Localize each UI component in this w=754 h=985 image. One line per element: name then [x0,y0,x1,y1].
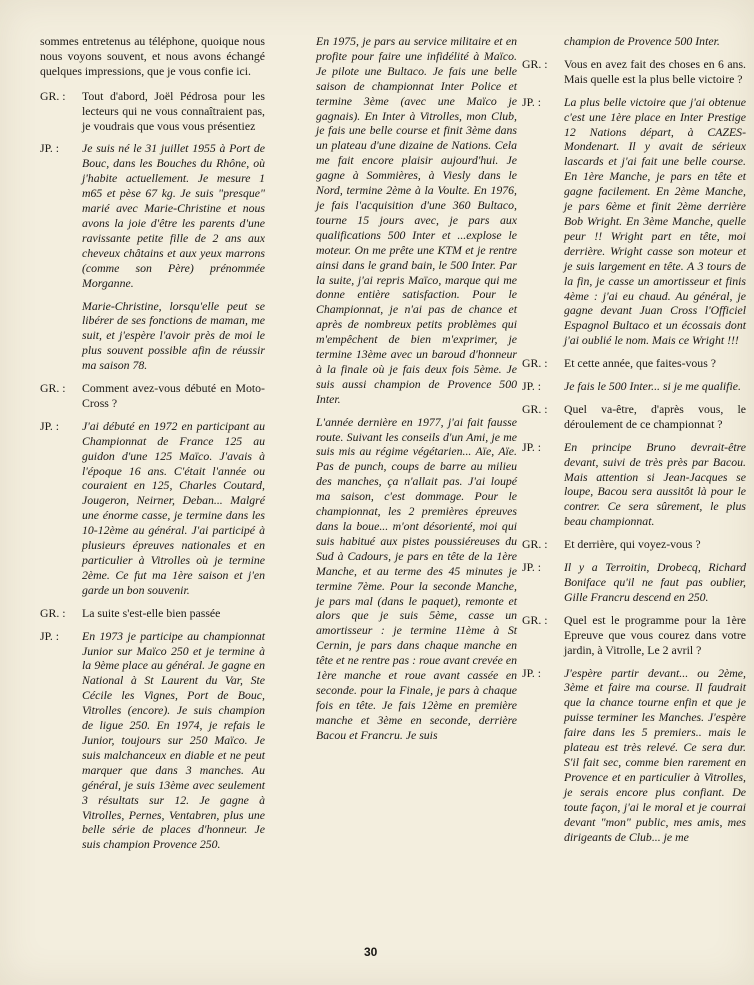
question-text: Quel est le programme pour la 1ère Epreuve que vous courez dans votre jardin, à Vitrolle, Le 2 avril ? [564,612,746,657]
speaker-label: GR. : [522,401,548,416]
question-text: Quel va-être, d'après vous, le déroulement de ce championnat ? [564,401,746,431]
question-text: Comment avez-vous débuté en Moto-Cross ? [82,381,265,410]
qa-item [522,379,746,394]
speaker-label: GR. : [522,612,548,627]
speaker-label: GR. : [40,605,66,620]
answer-text: La plus belle victoire que j'ai obtenue c'est une 1ère place en Inter Prestige 12 Nations départ, à CAZES-Mondenart. Il y avait de sérieux lascards et j'ai fait une belle course. En 1ère Manche, je pars en tête et gagne facilement. En 2ème Manche, je pars 6ème et finit 2ème derrière Bob Wright. En 3ème Manche, quelle peur !! Wright part en tête, moi derrière. Wright casse son moteur et je suis largement en tête. A 3 tours de la fin, je casse un amortisseur et finis 4ème : j'ai eu chaud. Au général, je gagne devant Juan Cross l'Officiel Espagnol Bultaco et un écossais dont j'ai oublié le nom. Mais ce Wright !!! [564,94,746,348]
qa-item [40,381,265,411]
column-right [522,34,746,852]
question-text: La suite s'est-elle bien passée [82,605,221,620]
qa-item [522,666,746,845]
qa-item [522,356,746,371]
question-text: Tout d'abord, Joël Pédrosa pour les lecteurs qui ne vous connaîtraient pas, je voudrais que vous vous présentiez [82,88,265,133]
answer-text: Marie-Christine, lorsqu'elle peut se libérer de ses fonctions de maman, me suit, et j'espère l'avoir près de moi le plus souvent possible afin de réussir ma saison 78. [82,298,265,373]
speaker-label: JP. : [522,665,542,680]
speaker-label: JP. : [40,141,60,156]
qa-item [522,440,746,529]
speaker-label: JP. : [522,560,542,575]
speaker-label: GR. : [40,88,66,103]
answer-text: champion de Provence 500 Inter. [564,34,720,48]
speaker-label: JP. : [522,94,542,109]
answer-text: En 1973 je participe au championnat Junior sur Maïco 250 et je termine à la 9ème place au général. Je gagne en National à St Laurent du Var, Ste Cécile les Vignes, Port de Bouc, Vitrolles (encore). Je suis champion de ligue 250. En 1974, je refais le Junior, toujours sur 250 Maïco. Je suis malchanceux en diable et ne peut marquer que dans 3 manches. Au général, je suis 13ème avec seulement 3 résultats sur 12. Je gagne à Vitrolles, Pernes, Ventabren, plus une belle série de places d'honneur. Je suis champion Provence 250. [82,628,265,852]
qa-item [522,402,746,432]
answer-text: Il y a Terroitin, Drobecq, Richard Boniface qu'il ne faut pas oublier, Gille Francru descend en 250. [564,560,746,604]
answer-text: J'ai débuté en 1972 en participant au Championnat de France 125 au guidon d'une 125 Maïco. J'avais à l'époque 16 ans. C'était l'année ou couraient en 125, Charles Coutard, Jougeron, Neirner, Deban... Malgré une énorme casse, je termine dans les 10-12ème au général. J'ai participé à plusieurs épreuves nationales et en particulier à Vitrolles où je termine 2ème. Ce fut ma 1ère saison et j'en garde un bon souvenir. [82,418,265,597]
qa-item [40,606,265,621]
speaker-label: GR. : [522,56,548,71]
answer-text: J'espère partir devant... ou 2ème, 3ème et faire ma course. Il faudrait que la chance tourne enfin et que je puisse terminer les Manches. J'espère faire dans les 5 premiers.. mais le plateau est très relevé. Ce sera dur. S'il fait sec, comme bien rarement en Provence et en particulier à Vitrolles, je serais encore plus confiant. De toute façon, j'ai le moral et je courrai devant "mon" public, mes amis, mes dirigeants de Club... je me [564,665,746,844]
qa-item [522,613,746,658]
page-number: 30 [364,945,378,959]
column-left [40,34,265,860]
question-text: Et cette année, que faites-vous ? [564,356,716,371]
qa-item [40,419,265,598]
answer-text: En principe Bruno devrait-être devant, suivi de très près par Bacou. Mais attention si Jean-Jacques se loupe, Bacou sera aussitôt là pour le contrer. Ce sera sûrement, le plus beau championnat. [564,439,746,529]
speaker-label [40,299,82,374]
speaker-label: GR. : [522,356,548,371]
answer-text: L'année dernière en 1977, j'ai fait fausse route. Suivant les conseils d'un Ami, je me suis mis au régime végétarien... Aïe, Aïe. Pas de punch, coups de barre au milieu des manches, ça n'allait pas. J'ai loupé ma saison, c'est dommage. Pour le championnat, les 2 premières épreuves dans la boue... m'ont désorienté, moi qui suis habitué aux pistes poussiéreuses du Sud à Cadours, je pars en tête de la 1ère Manche, et au terme des 45 minutes je termine 7ème. Pour la seconde Manche, je pars mal (dans le paquet), remonte et alors que je suis 5ème, casse un amortisseur : je termine 11ème à St Cernin, je pars dans chaque manche en tête et ne rentre pas : roue avant crevée en 1ère manche et roue avant cassée en seconde. pour la Finale, je pars à chaque fois en tête. Je fais 12ème en première manche et 3ème en seconde, derrière Bacou et Francru. Je suis [316,414,517,742]
qa-item [522,57,746,87]
column-middle [316,34,517,751]
qa-item [40,141,265,290]
qa-item [522,560,746,605]
speaker-label: JP. : [522,379,542,394]
intro-paragraph: sommes entretenus au téléphone, quoique nous nous voyons souvent, et nous avons échangé quelques impressions, que je vous confie ici. [40,34,265,78]
speaker-label: JP. : [40,418,60,433]
answer-text: En 1975, je pars au service militaire et en profite pour faire une infidélité à Maïco. Je pilote une Bultaco. Je fais une belle saison de championnat Inter Police et termine 3ème (avec une Maïco je gagnais). En Inter à Vitrolles, mon Club, je fais une belle course et finit 3ème dans un plateau d'une dizaine de Nations. Cela me fait encore plaisir aujourd'hui. Je gagne à Sommières, à Viesly dans le Nord, termine 2ème à la Voulte. En 1976, je fais l'acquisition d'une 360 Bultaco, tourne 15 jours avec, je pars aux qualifications 500 Inter et ...explose le moteur. On me prête une KTM et je rentre ainsi dans le grand bain, le 500 Inter. Par la suite, j'ai repris Maïco, marque qui me donne entière satisfaction. Pour le Championnat, je n'ai pas de chance et après de nombreux petits problèmes qui m'empêchent de bien m'exprimer, je termine 13ème avec un baroud d'honneur à la finale où je fais deux fois 5ème. Je suis aussi champion de Provence 500 Inter. [316,34,517,406]
qa-item [522,537,746,552]
speaker-label: GR. : [40,381,66,396]
speaker-label: JP. : [40,628,60,643]
qa-item [40,89,265,134]
speaker-label: GR. : [522,537,548,552]
speaker-label: JP. : [522,439,542,454]
qa-item [40,299,265,374]
question-text: Vous en avez fait des choses en 6 ans. Mais quelle est la plus belle victoire ? [564,56,746,86]
answer-text: Je suis né le 31 juillet 1955 à Port de Bouc, dans les Bouches du Rhône, où j'habite actuellement. Je mesure 1 m65 et pèse 67 kg. Je suis "presque" marié avec Marie-Christine et nous avons la joie d'être les parents d'une ravissante petite fille de 2 ans aux cheveux châtains et aux yeux marrons (comme son Père) prénommée Morganne. [82,141,265,290]
question-text: Et derrière, qui voyez-vous ? [564,537,701,552]
qa-item [522,95,746,348]
qa-item [40,629,265,853]
answer-text: Je fais le 500 Inter... si je me qualifie. [564,379,741,394]
